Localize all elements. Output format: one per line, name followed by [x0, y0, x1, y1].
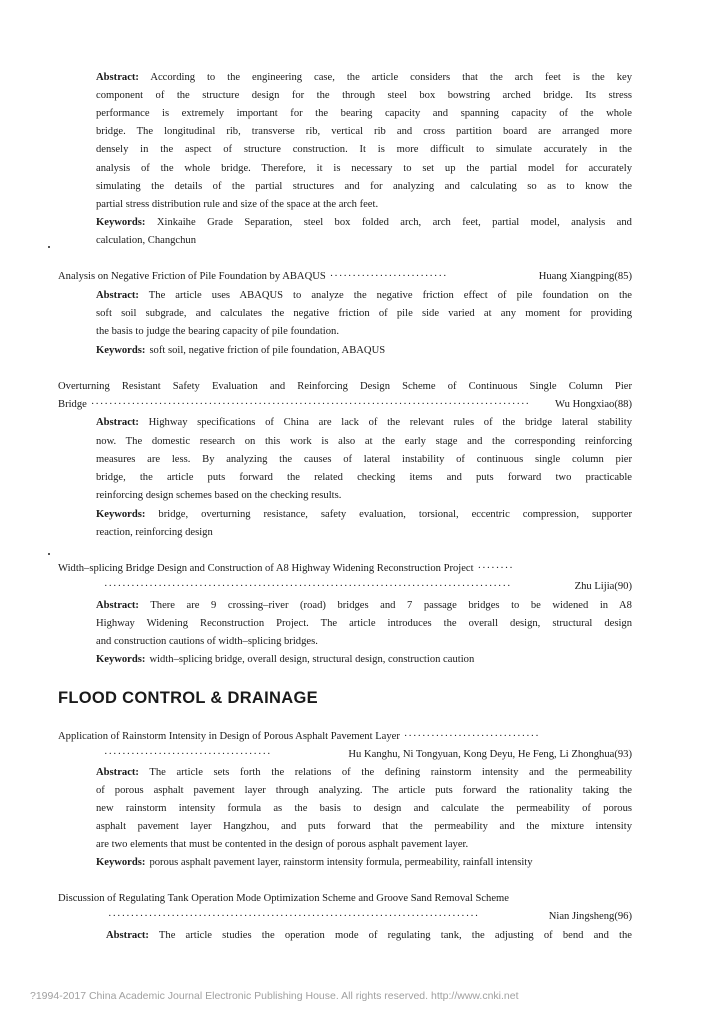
entry6-title-line: Discussion of Regulating Tank Operation Mode Optimization Scheme and Groove Sand Removal Scheme	[58, 893, 509, 904]
entry2-abstract-line: Abstract: The article uses ABAQUS to analyze the negative friction effect of pile foundation on the	[96, 290, 632, 301]
margin-mark	[48, 553, 50, 555]
entry5-author-row	[104, 748, 632, 761]
abstract-label: Abstract:	[106, 930, 149, 941]
entry4-abstract-line: and construction cautions of width–splicing bridges.	[96, 636, 318, 647]
keywords-label: Keywords:	[96, 509, 146, 520]
article-author: Wu Hongxiao(88)	[555, 399, 632, 410]
entry6-abstract-line: Abstract: The article studies the operation mode of regulating tank, the adjusting of bend and the	[106, 930, 632, 941]
margin-mark	[48, 246, 50, 248]
entry3-abstract-line: bridge, the article puts forward the related checking items and puts forward two practicable	[96, 472, 632, 483]
entry3-abstract-line: Abstract: Highway specifications of China are lack of the relevant rules of the bridge lateral stability	[96, 417, 632, 428]
entry3-title-row	[58, 398, 632, 411]
dot-leader: ··················································································	[108, 911, 480, 922]
entry5-abstract-line: of porous asphalt pavement layer through analyzing. The article puts forward the rationality taking the	[96, 785, 632, 796]
entry2-abstract-line: the basis to judge the bearing capacity of pile foundation.	[96, 326, 339, 337]
article-author: Nian Jingsheng(96)	[548, 911, 632, 922]
entry4-author-row	[104, 580, 632, 593]
entry5-abstract-line: asphalt pavement layer Hangzhou, and puts forward that the permeability and the mixture intensity	[96, 821, 632, 832]
entry1-abstract-line: performance is extremely important for the bearing capacity and spanning capacity of the whole	[96, 108, 632, 119]
keywords-label: Keywords:	[96, 654, 146, 665]
entry1-abstract-line: analysis of the whole bridge. Therefore, it is necessary to set up the partial model for accurately	[96, 163, 632, 174]
dot-leader: ········	[477, 563, 514, 574]
entry4-abstract-line: Abstract: There are 9 crossing–river (road) bridges and 7 passage bridges to be widened in A8	[96, 600, 632, 611]
article-title: Bridge	[58, 399, 87, 410]
keywords-label: Keywords:	[96, 857, 146, 868]
entry1-abstract-line: simulating the details of the partial structures and for analyzing and calculating so as to know the	[96, 181, 632, 192]
entry5-keywords-line: Keywords: porous asphalt pavement layer, rainstorm intensity formula, permeability, rainfall intensity	[96, 857, 533, 868]
entry3-keywords-line: reaction, reinforcing design	[96, 527, 213, 538]
entry1-abstract-line: partial stress distribution rule and size of the space at the arch feet.	[96, 199, 379, 210]
abstract-label: Abstract:	[96, 767, 139, 778]
entry3-abstract-line: reinforcing design schemes based on the checking results.	[96, 490, 342, 501]
entry2-title-row	[58, 270, 632, 283]
entry3-title-line: Overturning Resistant Safety Evaluation and Reinforcing Design Scheme of Continuous Single Column Pier	[58, 381, 632, 392]
entry1-abstract-line: Abstract: According to the engineering case, the article considers that the arch feet is the key	[96, 72, 632, 83]
entry5-abstract-line: are two elements that must be contented in the design of porous asphalt pavement layer.	[96, 839, 469, 850]
dot-leader: ··························	[329, 271, 448, 282]
article-author: Hu Kanghu, Ni Tongyuan, Kong Deyu, He Feng, Li Zhonghua(93)	[348, 749, 632, 760]
dot-leader: ·····································	[104, 749, 272, 760]
entry2-keywords-line: Keywords: soft soil, negative friction of pile foundation, ABAQUS	[96, 345, 386, 356]
entry1-abstract-line: component of the structure design for the through steel box bowstring arched bridge. Its stress	[96, 90, 632, 101]
dot-leader: ··························································································	[104, 581, 512, 592]
article-title: Application of Rainstorm Intensity in Design of Porous Asphalt Pavement Layer	[58, 731, 400, 742]
abstract-label: Abstract:	[96, 417, 139, 428]
entry3-abstract-line: now. The domestic research on this work is also at the early stage and the corresponding reinforcing	[96, 436, 632, 447]
entry5-abstract-line: new rainstorm intensity formula as the basis to design and calculate the permeability of porous	[96, 803, 632, 814]
abstract-label: Abstract:	[96, 290, 139, 301]
dot-leader: ·································································································	[90, 399, 531, 410]
entry1-abstract-line: densely in the aspect of structure construction. It is more difficult to simulate accurately in the	[96, 144, 632, 155]
keywords-label: Keywords:	[96, 345, 146, 356]
entry5-title-row	[58, 730, 618, 743]
abstract-label: Abstract:	[96, 600, 139, 611]
copyright-footer: ?1994-2017 China Academic Journal Electronic Publishing House. All rights reserved. http://www.cnki.net	[30, 990, 519, 1002]
article-title: Width–splicing Bridge Design and Construction of A8 Highway Widening Reconstruction Project	[58, 563, 474, 574]
abstract-label: Abstract:	[96, 72, 139, 83]
article-author: Huang Xiangping(85)	[538, 271, 632, 282]
entry1-keywords-line: calculation, Changchun	[96, 235, 197, 246]
article-title: Analysis on Negative Friction of Pile Foundation by ABAQUS	[58, 271, 326, 282]
entry5-abstract-line: Abstract: The article sets forth the relations of the defining rainstorm intensity and the permeability	[96, 767, 632, 778]
entry6-author-row	[108, 910, 632, 923]
entry4-abstract-line: Highway Widening Reconstruction Project. The article introduces the overall design, structural design	[96, 618, 632, 629]
entry1-keywords-line: Keywords: Xinkaihe Grade Separation, steel box folded arch, arch feet, partial model, analysis and	[96, 217, 632, 228]
entry4-title-row	[58, 562, 622, 575]
section-heading: FLOOD CONTROL & DRAINAGE	[58, 689, 318, 707]
dot-leader: ······························	[403, 731, 540, 742]
entry3-keywords-line: Keywords: bridge, overturning resistance, safety evaluation, torsional, eccentric compression, supporter	[96, 509, 632, 520]
article-author: Zhu Lijia(90)	[574, 581, 632, 592]
entry2-abstract-line: soft soil subgrade, and calculates the negative friction of pile side varied at any moment for providing	[96, 308, 632, 319]
entry4-keywords-line: Keywords: width–splicing bridge, overall design, structural design, construction caution	[96, 654, 475, 665]
keywords-label: Keywords:	[96, 217, 146, 228]
entry3-abstract-line: measures are less. By analyzing the causes of lateral instability of continuous single column pier	[96, 454, 632, 465]
entry1-abstract-line: bridge. The longitudinal rib, transverse rib, vertical rib and cross partition board are arranged more	[96, 126, 632, 137]
